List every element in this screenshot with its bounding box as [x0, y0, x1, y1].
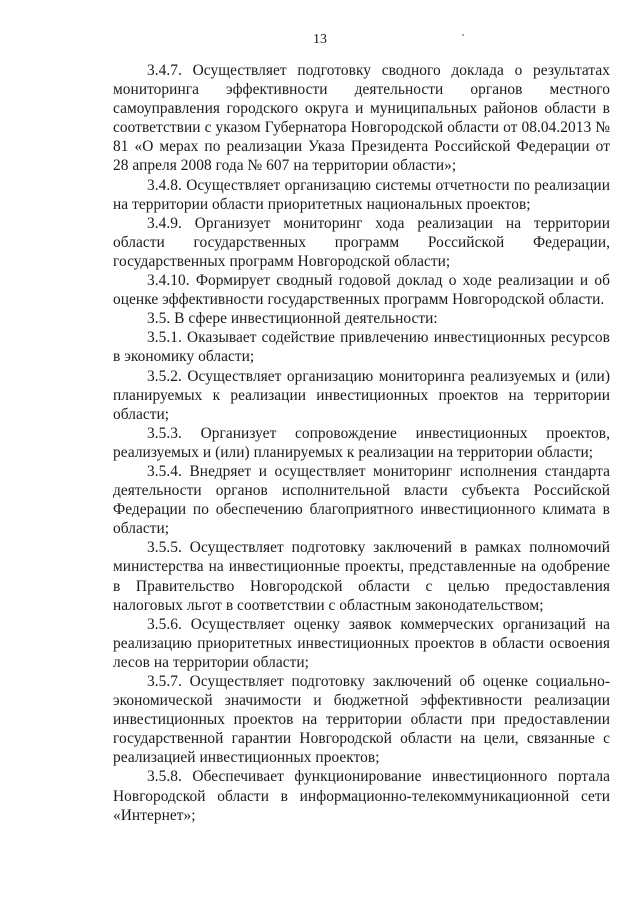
paragraph-3-5-6: 3.5.6. Осуществляет оценку заявок коммерческих организаций на реализацию приоритетных инвестиционных проектов в области освоения лесов на территории области; [113, 615, 610, 671]
paragraph-3-5-5: 3.5.5. Осуществляет подготовку заключений в рамках полномочий министерства на инвестиционные проекты, представленные на одобрение в Правительство Новгородской области с целью предоставления налоговых льгот в соответствии с областным законодательством; [113, 539, 610, 614]
paragraph-3-4-8: 3.4.8. Осуществляет организацию системы отчетности по реализации на территории области приоритетных национальных проектов; [113, 176, 610, 213]
paragraph-3-4-7: 3.4.7. Осуществляет подготовку сводного доклада о результатах мониторинга эффективности деятельности органов местного самоуправления городского округа и муниципальных районов области в соответствии с указом Губернатора Новгородской области от 08.04.2013 № 81 «О мерах по реализации Указа Президента Российской Федерации от 28 апреля 2008 года № 607 на территории области»; [113, 62, 610, 175]
paragraph-3-4-10: 3.4.10. Формирует сводный годовой доклад о ходе реализации и об оценке эффективности государственных программ Новгородской области. [113, 272, 610, 309]
paragraph-3-5-7: 3.5.7. Осуществляет подготовку заключений об оценке социально-экономической значимости и бюджетной эффективности реализации инвестиционных проектов на территории области при предоставлении государственной гарантии Новгородской области на цели, связанные с реализацией инвестиционных проектов; [113, 673, 610, 767]
page-number: 13 [313, 32, 327, 47]
paragraph-3-4-9: 3.4.9. Организует мониторинг хода реализации на территории области государственных программ Российской Федерации, государственных программ Новгородской области; [113, 214, 610, 270]
paragraph-3-5-2: 3.5.2. Осуществляет организацию мониторинга реализуемых и (или) планируемых к реализации инвестиционных проектов на территории области; [113, 367, 610, 423]
section-heading-3-5: 3.5. В сфере инвестиционной деятельности: [147, 310, 438, 328]
paragraph-3-5-3: 3.5.3. Организует сопровождение инвестиционных проектов, реализуемых и (или) планируемых к реализации на территории области; [113, 424, 610, 461]
paragraph-3-5-1: 3.5.1. Оказывает содействие привлечению инвестиционных ресурсов в экономику области; [113, 329, 610, 366]
document-body [113, 61, 610, 825]
scan-speck [462, 34, 464, 36]
paragraph-3-5-8: 3.5.8. Обеспечивает функционирование инвестиционного портала Новгородской области в информационно-телекоммуникационной сети «Интернет»; [113, 768, 610, 824]
paragraph-3-5-4: 3.5.4. Внедряет и осуществляет мониторинг исполнения стандарта деятельности органов исполнительной власти субъекта Российской Федерации по обеспечению благоприятного инвестиционного климата в области; [113, 462, 610, 538]
